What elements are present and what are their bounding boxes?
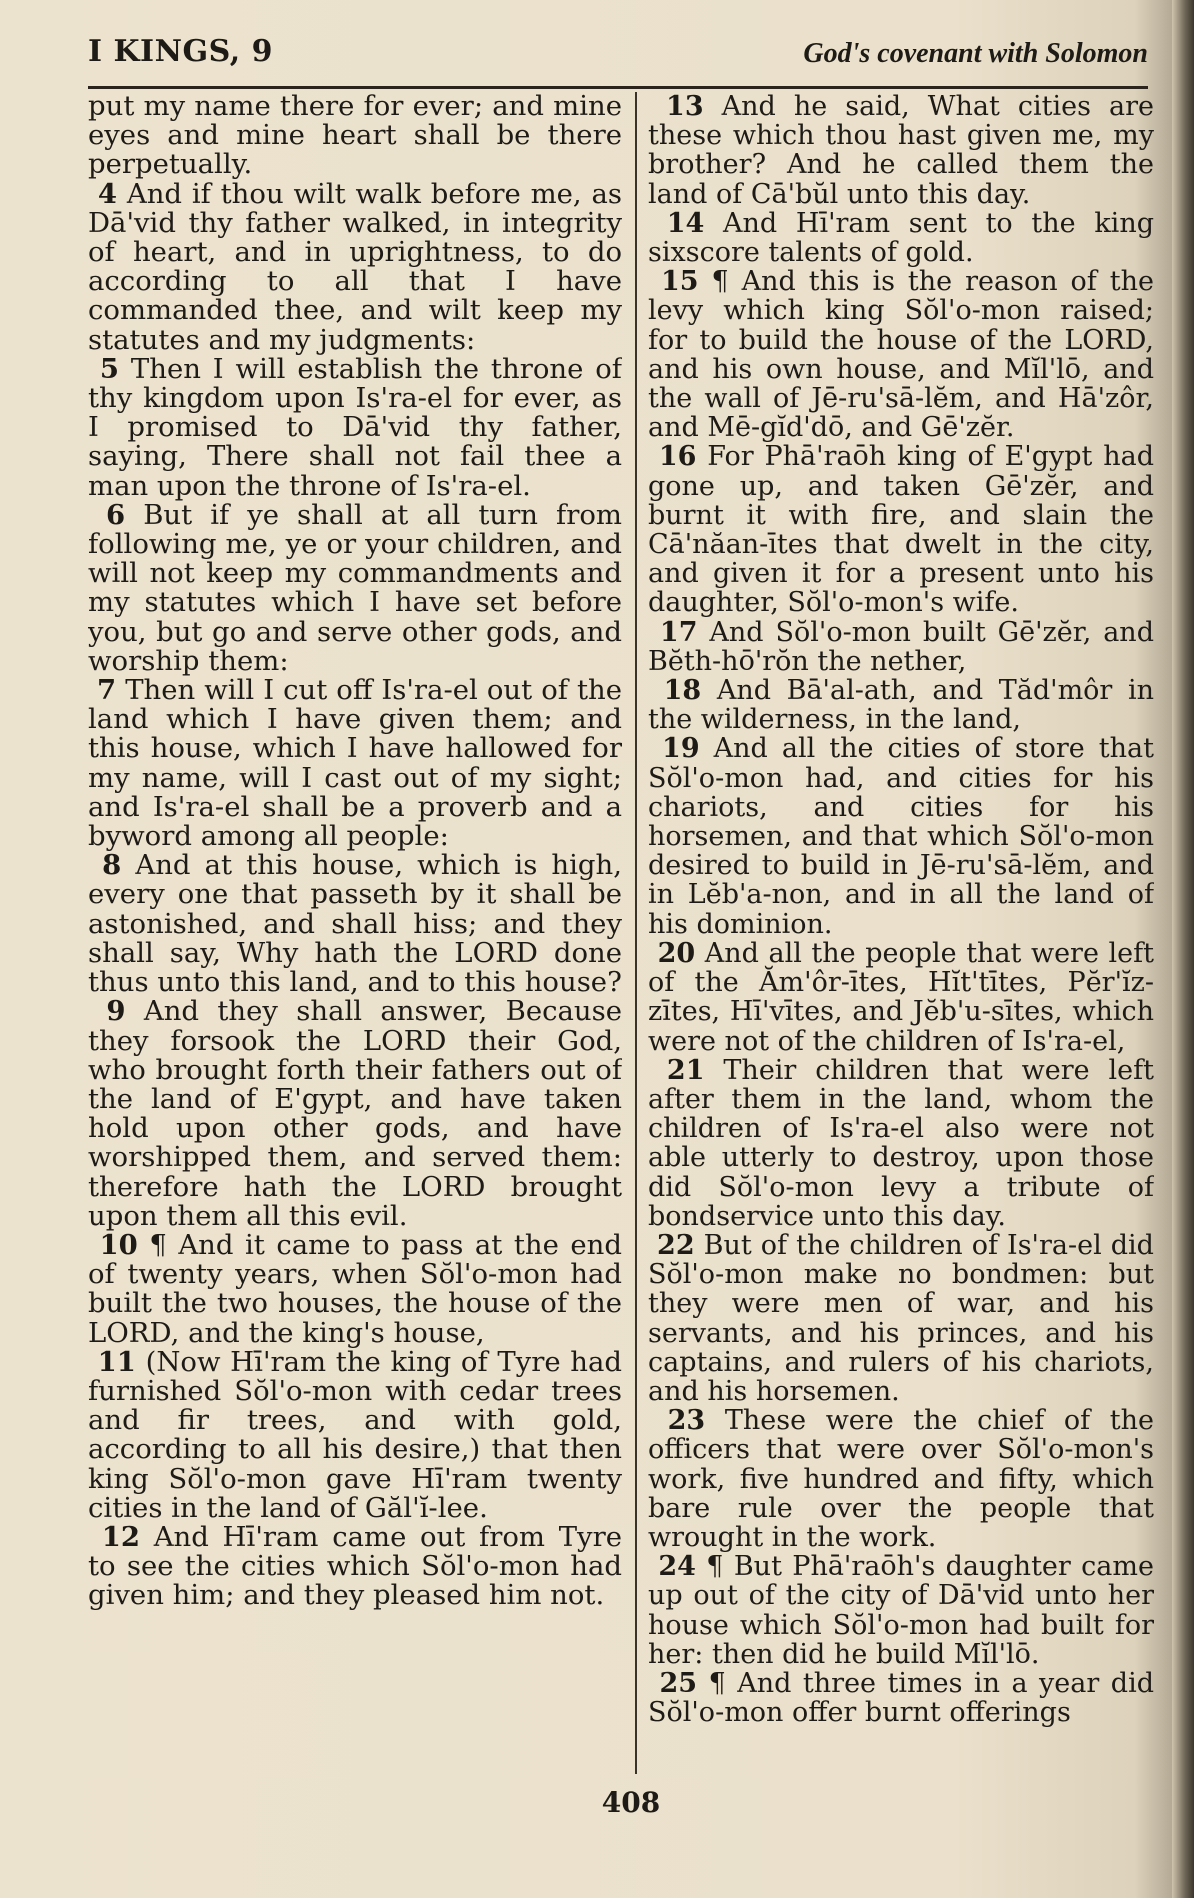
verse-4: 4 And if thou wilt walk before me, as Dā'vid thy father walked, in integrity of heart, and in uprightness, to do according to all that I have commanded thee, and wilt keep my statutes and my judgments:	[88, 177, 622, 356]
verse-number: 15	[660, 266, 699, 298]
verse-number: 19	[662, 733, 700, 765]
header-rule	[88, 86, 1148, 89]
verse-14: 14 And Hī'ram sent to the king sixscore talents of gold.	[648, 207, 1154, 269]
verse-10: 10 ¶ And it came to pass at the end of twenty years, when Sŏl'o-mon had built the two houses, the house of the LORD, and the king's house,	[88, 1228, 622, 1349]
verse-number: 13	[666, 92, 704, 122]
running-title: God's covenant with Solomon	[803, 38, 1148, 69]
verse-6: 6 But if ye shall at all turn from following me, ye or your children, and will not keep my commandments and my statutes which I have set before you, but go and serve other gods, and worship them:	[88, 498, 622, 677]
verse-15: 15 ¶ And this is the reason of the levy which king Sŏl'o-mon raised; for to build the house of the LORD, and his own house, and Mĭl'lō, and the wall of Jē-ru'sā-lĕm, and Hā'zôr, and Mē-gĭd'dō, and Gē'zĕr.	[648, 266, 1154, 444]
verse-16: 16 For Phā'raōh king of E'gypt had gone up, and taken Gē'zĕr, and burnt it with fire, and slain the Cā'năan-ītes that dwelt in the city, and given it for a present unto his daughter, Sŏl'o-mon's wife.	[648, 441, 1154, 619]
page-edge-shadow	[1172, 0, 1194, 1898]
verse-13: 13 And he said, What cities are these which thou hast given me, my brother? And he called them the land of Cā'bŭl unto this day.	[648, 92, 1154, 210]
verse-number: 5	[99, 352, 120, 385]
verse-24: 24 ¶ But Phā'raōh's daughter came up out of the city of Dā'vid unto her house which Sŏl'o-mon had built for her: then did he build Mĭl'lō.	[648, 1551, 1154, 1670]
verse-7: 7 Then will I cut off Is'ra-el out of the land which I have given them; and this house, which I have hallowed for my name, will I cast out of my sight; and Is'ra-el shall be a proverb and a byword among all people:	[88, 674, 622, 853]
verse-20: 20 And all the people that were left of the Ăm'ôr-ītes, Hĭt'tītes, Pĕr'ĭz-zītes, Hī'vītes, and Jĕb'u-sītes, which were not of the children of Is'ra-el,	[648, 937, 1154, 1057]
verse-number: 9	[106, 995, 126, 1028]
left-column	[88, 92, 622, 1782]
verse-number: 24	[658, 1551, 696, 1583]
verse-number: 4	[97, 177, 117, 210]
verse-number: 22	[657, 1229, 695, 1261]
page-header	[88, 34, 1148, 78]
verse-number: 7	[97, 674, 117, 707]
page-number: 408	[601, 1786, 661, 1819]
verse-23: 23 These were the chief of the officers that were over Sŏl'o-mon's work, five hundred and fifty, which bare rule over the people that wrought in the work.	[648, 1405, 1154, 1553]
verse-number: 10	[99, 1228, 138, 1261]
verse-number: 11	[97, 1345, 136, 1378]
verse-number: 18	[663, 675, 702, 707]
verse-number: 12	[101, 1520, 140, 1553]
verse-17: 17 And Sŏl'o-mon built Gē'zĕr, and Bĕth-hō'rŏn the nether,	[648, 616, 1154, 677]
verse-number: 6	[106, 498, 126, 531]
book-chapter-heading: I KINGS, 9	[88, 34, 273, 69]
verse-number: 25	[659, 1667, 698, 1699]
column-divider	[635, 92, 637, 1774]
verse-number: 17	[659, 616, 698, 648]
verse-18: 18 And Bā'al-ath, and Tăd'môr in the wilderness, in the land,	[648, 675, 1154, 736]
verse-number: 16	[658, 441, 697, 473]
verse-number: 8	[102, 849, 122, 882]
verse-19: 19 And all the cities of store that Sŏl'o-mon had, and cities for his chariots, and cities for his horsemen, and that which Sŏl'o-mon desired to build in Jē-ru'sā-lĕm, and in Lĕb'a-non, and in all the land of his dominion.	[648, 733, 1154, 940]
verse-12: 12 And Hī'ram came out from Tyre to see the cities which Sŏl'o-mon had given him; and they pleased him not.	[88, 1520, 622, 1612]
verse-number: 14	[666, 207, 705, 239]
verse-number: 21	[666, 1054, 705, 1086]
right-column	[648, 92, 1154, 1782]
verse-9: 9 And they shall answer, Because they forsook the LORD their God, who brought forth their fathers out of the land of E'gypt, and have taken hold upon other gods, and have worshipped them, and served them: therefore hath the LORD brought upon them all this evil.	[88, 995, 622, 1232]
verse-number: 20	[657, 937, 696, 969]
verse-5: 5 Then I will establish the throne of thy kingdom upon Is'ra-el for ever, as I promised to Dā'vid thy father, saying, There shall not fail thee a man upon the throne of Is'ra-el.	[88, 352, 622, 502]
verse-8: 8 And at this house, which is high, every one that passeth by it shall be astonished, and shall hiss; and they shall say, Why hath the LORD done thus unto this land, and to this house?	[88, 849, 622, 999]
verse-21: 21 Their children that were left after them in the land, whom the children of Is'ra-el also were not able utterly to destroy, upon those did Sŏl'o-mon levy a tribute of bondservice unto this day.	[648, 1054, 1154, 1232]
verse-number: 23	[667, 1405, 706, 1437]
verse-22: 22 But of the children of Is'ra-el did Sŏl'o-mon make no bondmen: but they were men of war, and his servants, and his princes, and his captains, and rulers of his chariots, and his horsemen.	[648, 1229, 1154, 1407]
verse-continuation: put my name there for ever; and mine eyes and mine heart shall be there perpetually.	[88, 92, 622, 181]
verse-25: 25 ¶ And three times in a year did Sŏl'o-mon offer burnt offerings	[648, 1667, 1154, 1729]
verse-11: 11 (Now Hī'ram the king of Tyre had furnished Sŏl'o-mon with cedar trees and fir trees, and with gold, according to all his desire,) that then king Sŏl'o-mon gave Hī'ram twenty cities in the land of Găl'ĭ-lee.	[88, 1345, 622, 1524]
